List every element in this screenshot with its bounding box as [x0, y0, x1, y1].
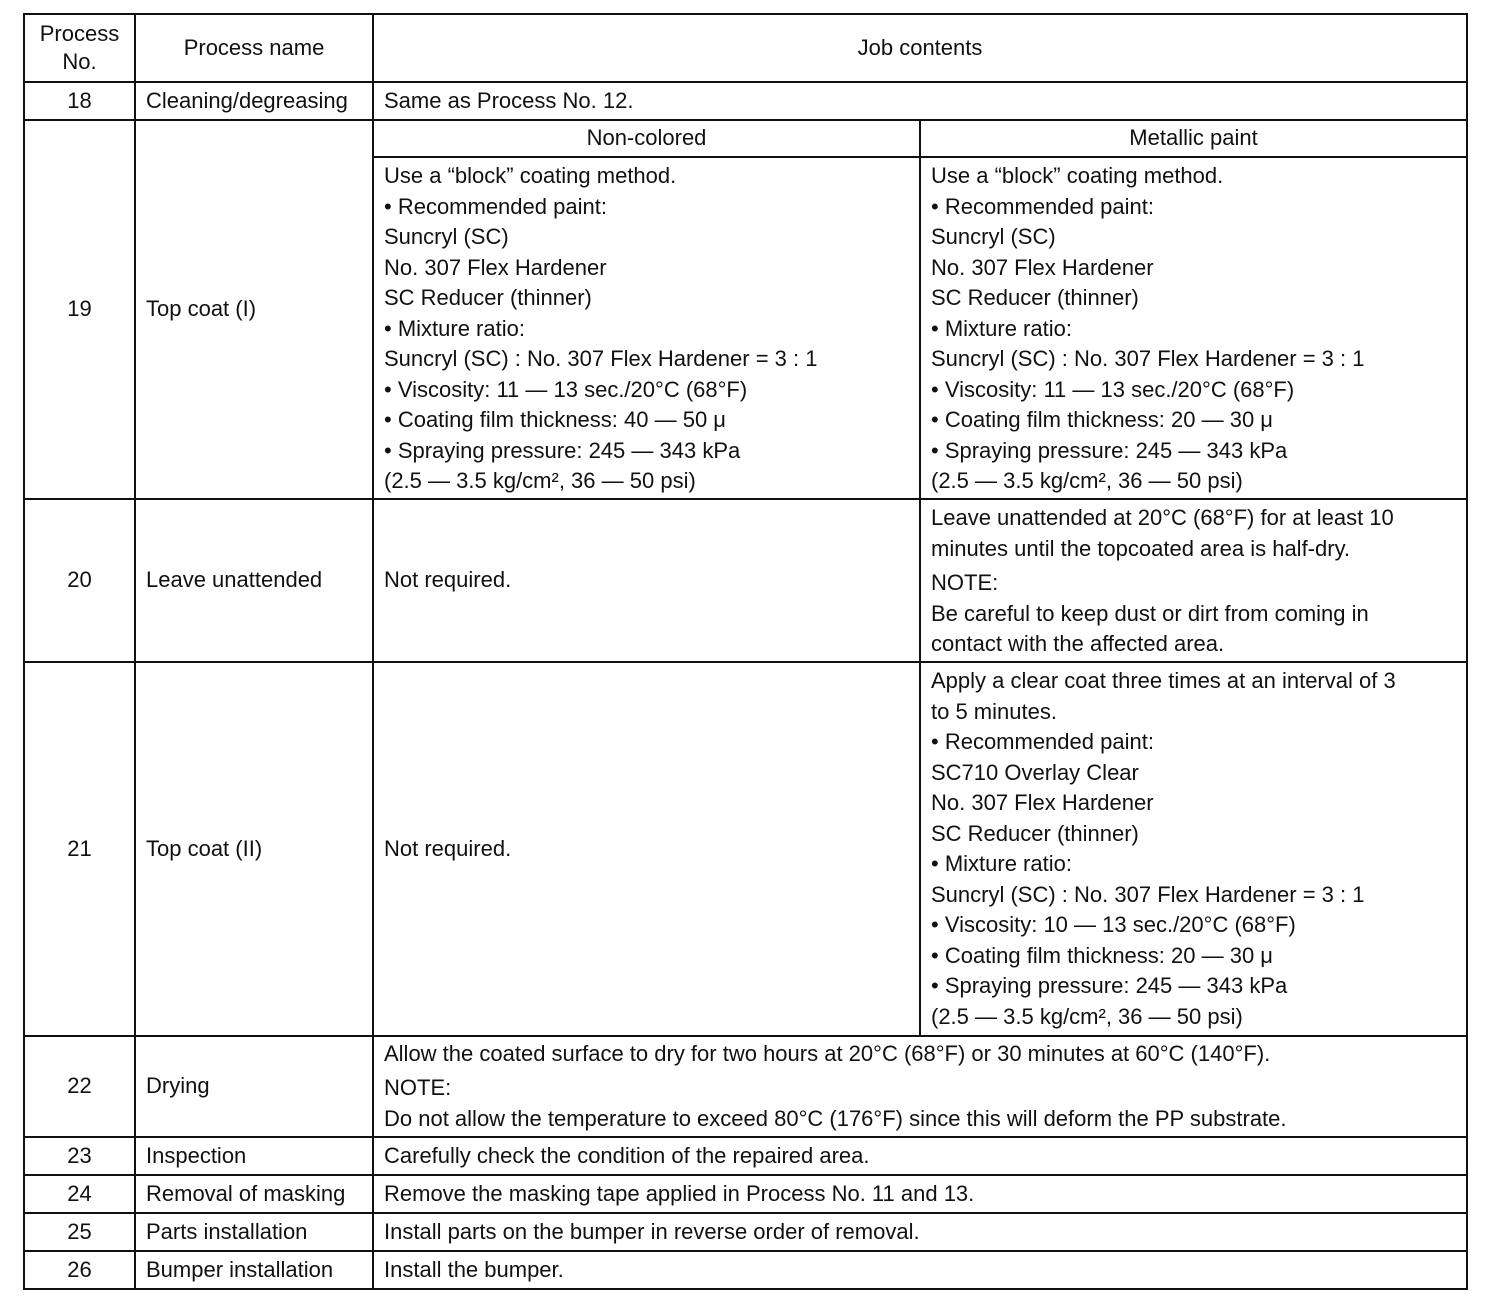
text-line: Not required. — [384, 835, 512, 861]
text-line: Install the bumper. — [384, 1256, 564, 1282]
text-line: No. 307 Flex Hardener — [384, 254, 607, 280]
table-row — [24, 1137, 1467, 1175]
paragraph — [384, 1179, 1456, 1210]
paragraph — [384, 565, 909, 596]
text-line: No. 307 Flex Hardener — [931, 790, 1154, 815]
text-line: • Viscosity: 11 — 13 sec./20°C (68°F) — [931, 376, 1295, 402]
paragraph — [384, 1141, 1456, 1172]
job-contents-metallic — [920, 157, 1467, 499]
text-line: • Recommended paint: — [384, 193, 607, 219]
text-line: No. 307 Flex Hardener — [931, 254, 1154, 280]
paragraph — [384, 86, 1456, 117]
job-contents-metallic — [920, 662, 1467, 1036]
process-no: 21 — [24, 662, 135, 1036]
process-no: 19 — [24, 120, 135, 499]
table-row — [24, 82, 1467, 120]
table-row — [24, 1036, 1467, 1137]
process-name: Bumper installation — [135, 1251, 373, 1289]
text-line: Leave unattended at 20°C (68°F) for at least 10 — [931, 505, 1394, 530]
paragraph — [384, 161, 909, 497]
table-row — [24, 662, 1467, 1036]
text-line: • Coating film thickness: 40 — 50 μ — [384, 407, 726, 432]
text-line: Remove the masking tape applied in Process No. 11 and 13. — [384, 1180, 975, 1206]
paragraph — [384, 1073, 1456, 1134]
header-row — [24, 14, 1467, 82]
process-no: 25 — [24, 1213, 135, 1251]
paragraph — [931, 666, 1456, 1032]
job-contents — [373, 1251, 1467, 1289]
paragraph — [384, 1039, 1456, 1070]
table-row — [24, 1251, 1467, 1289]
text-line: Allow the coated surface to dry for two hours at 20°C (68°F) or 30 minutes at 60°C (140°F). — [384, 1040, 1271, 1066]
job-contents — [373, 1036, 1467, 1137]
text-line: • Recommended paint: — [931, 193, 1154, 219]
process-name: Top coat (I) — [135, 120, 373, 499]
text-line: NOTE: — [384, 1075, 452, 1101]
paragraph — [931, 568, 1456, 660]
process-table — [23, 13, 1468, 1290]
table-row — [24, 1213, 1467, 1251]
text-line: (2.5 — 3.5 kg/cm², 36 — 50 psi) — [384, 468, 696, 493]
process-name: Drying — [135, 1036, 373, 1137]
text-line: SC Reducer (thinner) — [931, 285, 1139, 310]
process-name: Leave unattended — [135, 499, 373, 662]
job-contents-metallic — [920, 499, 1467, 662]
text-line: • Viscosity: 10 — 13 sec./20°C (68°F) — [931, 912, 1296, 937]
text-line: minutes until the topcoated area is half-dry. — [931, 535, 1351, 561]
text-line: Not required. — [384, 567, 512, 593]
text-line: • Recommended paint: — [931, 729, 1154, 754]
process-no: 26 — [24, 1251, 135, 1289]
text-line: Use a “block” coating method. — [931, 163, 1224, 188]
text-line: • Coating film thickness: 20 — 30 μ — [931, 407, 1273, 432]
paragraph — [384, 1255, 1456, 1286]
table-row — [24, 120, 1467, 157]
subheader-metallic-paint: Metallic paint — [920, 120, 1467, 157]
text-line: Suncryl (SC) : No. 307 Flex Hardener = 3 : 1 — [384, 346, 818, 371]
job-contents — [373, 1213, 1467, 1251]
job-contents-non-colored — [373, 157, 920, 499]
text-line: • Viscosity: 11 — 13 sec./20°C (68°F) — [384, 376, 748, 402]
paragraph — [931, 161, 1456, 497]
job-contents — [373, 1175, 1467, 1213]
process-name: Inspection — [135, 1137, 373, 1175]
text-line: Suncryl (SC) — [931, 224, 1056, 249]
text-line: Be careful to keep dust or dirt from coming in — [931, 600, 1369, 626]
job-contents-non-colored — [373, 662, 920, 1036]
text-line: • Spraying pressure: 245 — 343 kPa — [931, 973, 1288, 998]
text-line: Suncryl (SC) : No. 307 Flex Hardener = 3 : 1 — [931, 881, 1365, 907]
table-row — [24, 1175, 1467, 1213]
process-name: Top coat (II) — [135, 662, 373, 1036]
header-job-contents: Job contents — [373, 14, 1467, 82]
text-line: (2.5 — 3.5 kg/cm², 36 — 50 psi) — [931, 1003, 1243, 1029]
job-contents — [373, 1137, 1467, 1175]
text-line: • Mixture ratio: — [931, 315, 1072, 341]
text-line: SC Reducer (thinner) — [384, 285, 592, 310]
process-no: 20 — [24, 499, 135, 662]
text-line: SC Reducer (thinner) — [931, 820, 1139, 846]
header-no-line: Process — [39, 21, 120, 46]
text-line: (2.5 — 3.5 kg/cm², 36 — 50 psi) — [931, 468, 1243, 493]
process-no: 22 — [24, 1036, 135, 1137]
text-line: • Spraying pressure: 245 — 343 kPa — [931, 437, 1288, 463]
job-contents — [373, 82, 1467, 120]
text-line: SC710 Overlay Clear — [931, 759, 1139, 785]
paragraph — [931, 503, 1456, 564]
text-line: contact with the affected area. — [931, 631, 1225, 656]
header-process-name: Process name — [135, 14, 373, 82]
process-name: Parts installation — [135, 1213, 373, 1251]
process-no: 24 — [24, 1175, 135, 1213]
header-process-no — [24, 14, 135, 82]
text-line: Apply a clear coat three times at an interval of 3 — [931, 668, 1396, 693]
text-line: Suncryl (SC) — [384, 224, 509, 249]
text-line: Do not allow the temperature to exceed 80°C (176°F) since this will deform the PP substrate. — [384, 1105, 1287, 1131]
table-row — [24, 499, 1467, 662]
process-no: 23 — [24, 1137, 135, 1175]
text-line: Same as Process No. 12. — [384, 87, 634, 113]
text-line: • Coating film thickness: 20 — 30 μ — [931, 942, 1273, 968]
text-line: Suncryl (SC) : No. 307 Flex Hardener = 3 : 1 — [931, 346, 1365, 371]
paragraph — [384, 1217, 1456, 1248]
text-line: Use a “block” coating method. — [384, 163, 677, 188]
text-line: to 5 minutes. — [931, 698, 1057, 724]
paragraph — [384, 834, 909, 865]
process-name: Removal of masking — [135, 1175, 373, 1213]
header-no-line: No. — [62, 49, 97, 74]
text-line: • Spraying pressure: 245 — 343 kPa — [384, 437, 741, 463]
text-line: NOTE: — [931, 570, 999, 595]
text-line: • Mixture ratio: — [384, 315, 525, 341]
job-contents-non-colored — [373, 499, 920, 662]
text-line: • Mixture ratio: — [931, 851, 1072, 876]
subheader-non-colored: Non-colored — [373, 120, 920, 157]
process-name: Cleaning/degreasing — [135, 82, 373, 120]
text-line: Install parts on the bumper in reverse order of removal. — [384, 1218, 920, 1244]
text-line: Carefully check the condition of the repaired area. — [384, 1142, 870, 1168]
process-no: 18 — [24, 82, 135, 120]
